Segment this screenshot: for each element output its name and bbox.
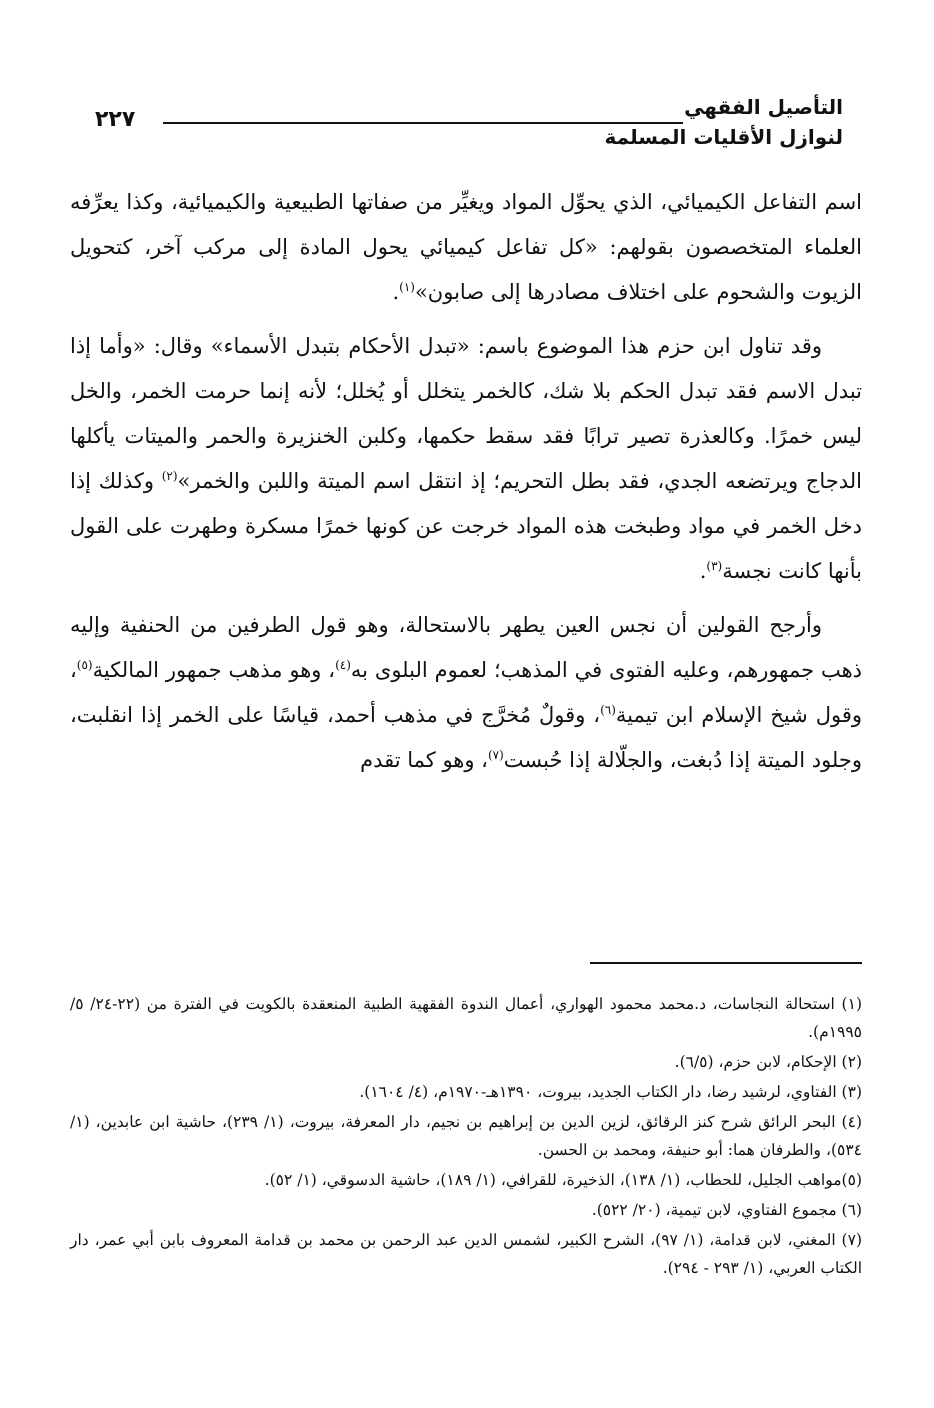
footnote-ref-4: (٤) — [335, 658, 351, 672]
footnote-divider — [590, 962, 862, 964]
book-title-line-2: لنوازل الأقليات المسلمة — [604, 125, 843, 149]
paragraph-3-text-e: ، وهو كما تقدم — [360, 748, 488, 772]
paragraph-1-text: اسم التفاعل الكيميائي، الذي يحوِّل المواد ويغيِّر من صفاتها الطبيعية والكيميائية، وكذا يعرِّفه العلماء المتخصصون بقولهم: «كل تفاعل كيميائي يحول المادة إلى مركب آخر، كتحويل الزيوت والشحوم على اختلاف مصادرها إلى صابون» — [70, 190, 862, 304]
book-title-line-1: التأصيل الفقهي — [684, 95, 843, 119]
page-number: ٢٢٧ — [95, 107, 136, 132]
paragraph-3-text-c: ، وقول شيخ الإسلام ابن تيمية — [70, 658, 863, 727]
footnote-ref-1: (١) — [399, 280, 415, 294]
footnote-ref-7: (٧) — [487, 748, 504, 762]
footnotes — [70, 990, 862, 1284]
paragraph-1-end: . — [392, 280, 400, 304]
paragraph-3-text-b: ، وهو مذهب جمهور المالكية — [92, 658, 336, 682]
footnote-ref-3: (٣) — [706, 559, 723, 573]
paragraph-3 — [70, 603, 862, 783]
paragraph-2-text: وقد تناول ابن حزم هذا الموضوع باسم: «تبدل الأحكام بتبدل الأسماء» وقال: «وأما إذا تبدل الاسم فقد تبدل الحكم بلا شك، كالخمر يتخلل أو يُخلل؛ لأنه إنما حرمت الخمر، والخل ليس خمرًا. وكالعذرة تصير ترابًا فقد سقط حكمها، وكلبن الخنزيرة والحمر والميتات يأكلها الدجاج ويرتضعه الجدي، فقد بطل التحريم؛ إذ انتقل اسم الميتة واللبن والخمر» — [70, 334, 862, 493]
footnote-2: (٢) الإحكام، لابن حزم، (٦/٥). — [674, 1053, 862, 1071]
paragraph-3-text-a: وأرجح القولين أن نجس العين يطهر بالاستحالة، وهو قول الطرفين من الحنفية وإليه ذهب جمهورهم، وعليه الفتوى في المذهب؛ لعموم البلوى به — [70, 613, 862, 682]
footnote-ref-5: (٥) — [76, 658, 93, 672]
paragraph-2-end: . — [699, 559, 707, 583]
footnote-3: (٣) الفتاوي، لرشيد رضا، دار الكتاب الجديد، بيروت، ١٣٩٠هـ-١٩٧٠م، (٤/ ١٦٠٤). — [359, 1083, 862, 1101]
footnote-ref-6: (٦) — [600, 703, 616, 717]
header-divider — [163, 122, 683, 124]
paragraph-1 — [70, 180, 862, 315]
footnote-4: (٤) البحر الرائق شرح كنز الرقائق، لزين الدين بن إبراهيم بن نجيم، دار المعرفة، بيروت، (١/ ٢٣٩)، حاشية ابن عابدين، (١/ ٥٣٤)، والطرفان هما: أبو حنيفة، ومحمد بن الحسن. — [70, 1113, 862, 1159]
footnote-6: (٦) مجموع الفتاوي، لابن تيمية، (٢٠/ ٥٢٢). — [591, 1201, 862, 1219]
footnote-5: (٥)مواهب الجليل، للحطاب، (١/ ١٣٨)، الذخيرة، للقرافي، (١/ ١٨٩)، حاشية الدسوقي، (١/ ٥٢). — [264, 1171, 862, 1189]
paragraph-2-tail: وكذلك إذا دخل الخمر في مواد وطبخت هذه المواد خرجت عن كونها خمرًا مسكرة وطهرت على القول بأنها كانت نجسة — [70, 469, 862, 583]
running-header — [95, 92, 843, 162]
main-text — [70, 180, 862, 792]
footnote-ref-2: (٢) — [161, 469, 178, 483]
footnote-7: (٧) المغني، لابن قدامة، (١/ ٩٧)، الشرح الكبير، لشمس الدين عبد الرحمن بن محمد بن قدامة المعروف بابن أبي عمر، دار الكتاب العربي، (١/ ٢٩٣ - ٢٩٤). — [70, 1231, 862, 1277]
paragraph-2 — [70, 324, 862, 594]
footnote-1: (١) استحالة النجاسات، د.محمد محمود الهواري، أعمال الندوة الفقهية الطبية المنعقدة بالكويت في الفترة من (٢٢-٢٤/ ٥/ ١٩٩٥م). — [70, 995, 862, 1041]
paragraph-3-text-d: ، وقولٌ مُخرَّج في مذهب أحمد، قياسًا على الخمر إذا انقلبت، وجلود الميتة إذا دُبغت، والجلّالة إذا حُبست — [70, 703, 862, 772]
